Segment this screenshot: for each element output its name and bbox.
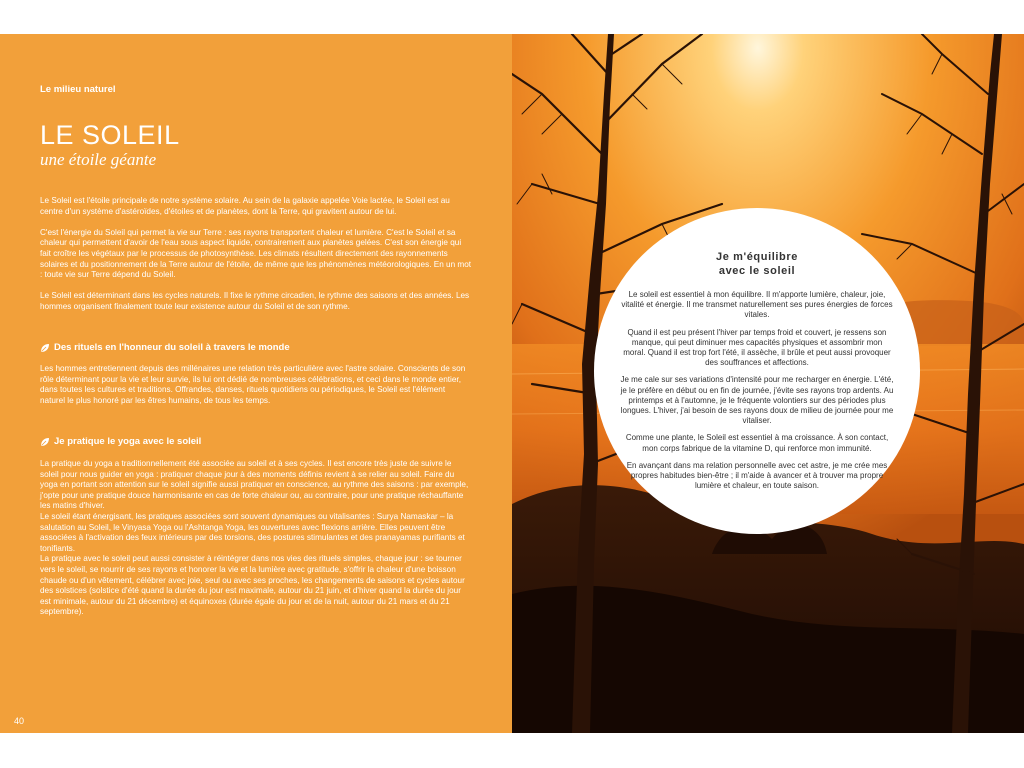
info-circle xyxy=(594,208,920,534)
rituels-text xyxy=(40,364,472,417)
yoga-text xyxy=(40,459,472,618)
intro-text xyxy=(40,196,472,323)
circle-title xyxy=(620,250,894,278)
page-subtitle: une étoile géante xyxy=(40,150,157,169)
yoga-paragraph: Le soleil étant énergisant, les pratiques associées sont souvent dynamiques ou vitalisantes : Surya Namaskar – la salutation au Soleil, le Vinyasa Yoga ou l'Ashtanga Yoga, les ouvertures avec flexions arrière. Elles peuvent être associées à l'activation des feux intérieurs par des torsions, des postures stimulantes et des pranayamas purifiants et tonifiants. xyxy=(40,511,465,553)
leaf-icon xyxy=(40,343,50,353)
heading-rituels xyxy=(40,342,290,353)
leaf-icon xyxy=(40,437,50,447)
page-number: 40 xyxy=(14,716,25,726)
section-label: Le milieu naturel xyxy=(40,84,116,95)
left-page xyxy=(0,34,512,733)
book-spread xyxy=(0,34,1024,733)
heading-text: Je pratique le yoga avec le soleil xyxy=(54,436,202,447)
circle-paragraph: Quand il est peu présent l'hiver par temps froid et couvert, je ressens son manque, qui peut diminuer mes capacités physiques et assombrir mon moral. Quand il est trop fort l'été, il assèche, il brûle et peut aussi provoquer des souffrances et affections. xyxy=(623,327,891,368)
circle-paragraph: Comme une plante, le Soleil est essentiel à ma croissance. À son contact, mon corps fabrique de la vitamine D, qui renforce mon immunité. xyxy=(625,433,889,453)
circle-paragraph: Je me cale sur ses variations d'intensité pour me recharger en énergie. L'été, je le préfère en début ou en fin de journée, j'évite ses rayons trop ardents. Au printemps et à l'automne, je le fréquente volontiers sur des périodes plus longues. L'hiver, j'ai besoin de ses rayons doux de milieu de journée pour me vitaliser. xyxy=(620,375,894,426)
circle-paragraph: Le soleil est essentiel à mon équilibre. Il m'apporte lumière, chaleur, joie, vitalité et énergie. Il me transmet naturellement ses pures énergies de forces vitales. xyxy=(621,290,893,320)
intro-paragraph: Le Soleil est déterminant dans les cycles naturels. Il fixe le rythme circadien, le rythme des saisons et des années. Les hommes organisent finalement toute leur existence autour du Soleil et de son rythme. xyxy=(40,291,470,311)
heading-text: Des rituels en l'honneur du soleil à travers le monde xyxy=(54,342,290,353)
heading-yoga xyxy=(40,436,201,447)
page-title: LE SOLEIL xyxy=(40,120,180,150)
yoga-paragraph: La pratique avec le soleil peut aussi consister à réintégrer dans nos vies des rituels simples, chaque jour : se tourner vers le soleil, se nourrir de ses rayons et honorer la vie et la lumière avec gratitude, s'offrir la chaleur d'une boisson chaude ou d'un vêtement, célébrer avec joie, seul ou avec ses proches, les changements de saisons et cycles autour des solstices (solstice d'été quand la durée du jour est maximale, autour du 21 juin, et d'hiver quand la durée du jour est minimale, autour du 21 décembre) et équinoxes (durée égale du jour et de la nuit, autour du 21 mars et du 21 septembre). xyxy=(40,554,465,617)
circle-title-line: avec le soleil xyxy=(718,265,796,277)
right-page xyxy=(512,34,1024,733)
intro-paragraph: C'est l'énergie du Soleil qui permet la vie sur Terre : ses rayons transportent chaleur et lumière. C'est le Soleil et sa chaleur qui permettent d'avoir de l'eau sous aspect liquide, contrairement aux planètes gelées. C'est son énergie qui fait croître les végétaux par le processus de photosynthèse. Les climats résultent directement des rayonnements solaires et du positionnement de la Terre autour de l'étoile, de même que les phénomènes météorologiques. En un mot : toute vie sur Terre dépend du Soleil. xyxy=(40,227,472,280)
yoga-paragraph: La pratique du yoga a traditionnellement été associée au soleil et à ses cycles. Il est encore très juste de suivre le soleil pour nous guider en yoga : pratiquer chaque jour à des moments définis revient à se relier au soleil. Faire du yoga en portant son attention sur le soleil signifie aussi pratiquer en conscience, au rythme des saisons : par exemple, j'opte pour une pratique douce harmonisante en cas de forte chaleur ou, au contraire, pour une pratique réchauffante les matins d'hiver. xyxy=(40,459,469,511)
circle-title-line: Je m'équilibre xyxy=(716,251,798,263)
circle-text xyxy=(620,290,894,491)
circle-paragraph: En avançant dans ma relation personnelle avec cet astre, je me crée mes propres habitudes bien-être ; il m'aide à avancer et à trouver ma propre lumière et chaleur, en toute saison. xyxy=(626,460,888,491)
intro-paragraph: Le Soleil est l'étoile principale de notre système solaire. Au sein de la galaxie appelée Voie lactée, le Soleil est au centre d'un système d'astéroïdes, d'étoiles et de planètes, dont la Terre, qui gravitent autour de lui. xyxy=(40,196,450,216)
rituels-paragraph: Les hommes entretiennent depuis des millénaires une relation très particulière avec l'astre solaire. Conscients de son rôle déterminant pour la vie et leur survie, ils lui ont dédié de nombreuses célébrations, et ceci dans le monde entier, dans toutes les cultures et traditions. Offrandes, danses, rituels quotidiens ou périodiques, le Soleil est l'élément naturel le plus honoré par les êtres humains, de tous les temps. xyxy=(40,364,466,405)
